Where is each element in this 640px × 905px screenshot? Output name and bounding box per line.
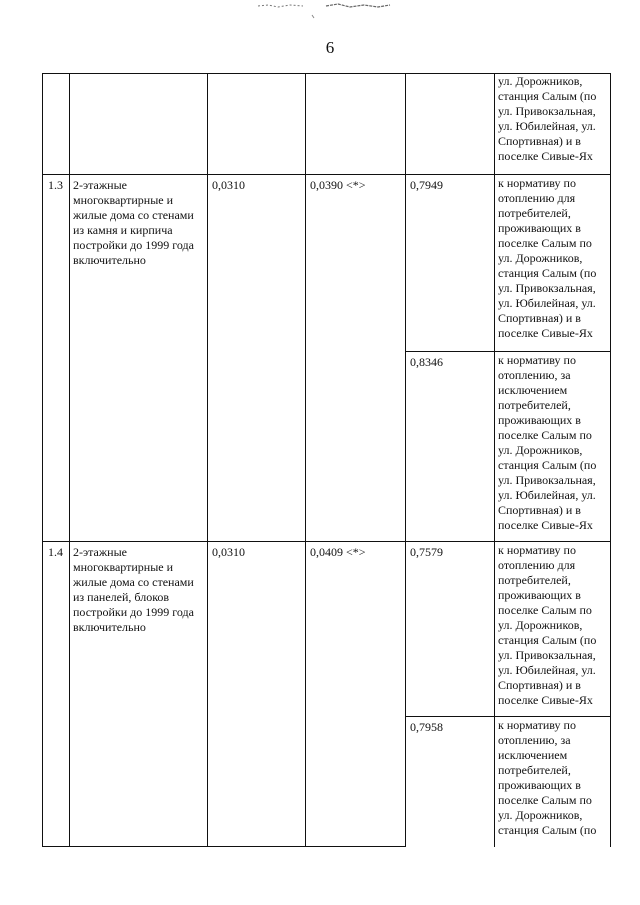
note-text: к нормативу по отоплению для потребителей, проживающих в поселке Салым по ул. Дорожников, станция Салым (по ул. Привокзальная, ул. Юбилейная, ул. Спортивная) и в поселке Сивые-Ях <box>498 543 597 707</box>
table-row-continued <box>43 74 611 175</box>
cell-desc-empty <box>70 74 208 175</box>
tariff-table <box>42 73 611 847</box>
note-text: к нормативу по отоплению для потребителей, проживающих в поселке Салым по ул. Дорожников, станция Салым (по ул. Привокзальная, ул. Юбилейная, ул. Спортивная) и в поселке Сивые-Ях <box>498 176 597 340</box>
table-row-1-4 <box>43 542 611 717</box>
cell-description <box>70 542 208 847</box>
description-text: 2-этажные многоквартирные и жилые дома со стенами из панелей, блоков постройки до 1999 года включительно <box>73 545 194 634</box>
cell-note <box>495 352 611 542</box>
cell-row-number: 1.4 <box>43 542 70 847</box>
description-text: 2-этажные многоквартирные и жилые дома со стенами из камня и кирпича постройки до 1999 года включительно <box>73 178 194 267</box>
page-number: 6 <box>325 38 335 57</box>
cell-note <box>495 74 611 175</box>
cell-value-2: 0,0409 <*> <box>306 542 406 847</box>
cell-value3-empty <box>406 74 495 175</box>
cell-value2-empty <box>306 74 406 175</box>
cell-num-empty <box>43 74 70 175</box>
note-text: ул. Дорожников, станция Салым (по ул. Привокзальная, ул. Юбилейная, ул. Спортивная) и в поселке Сивые-Ях <box>498 74 597 163</box>
cell-value-3: 0,8346 <box>406 352 495 542</box>
cell-value-1: 0,0310 <box>208 542 306 847</box>
cell-value-2: 0,0390 <*> <box>306 175 406 542</box>
cell-value-3: 0,7958 <box>406 717 495 847</box>
note-text: к нормативу по отоплению, за исключением потребителей, проживающих в поселке Салым по ул. Дорожников, станция Салым (по <box>498 718 597 837</box>
cell-note <box>495 717 611 847</box>
table-row-1-3 <box>43 175 611 352</box>
cell-description <box>70 175 208 542</box>
cell-row-number: 1.3 <box>43 175 70 542</box>
cell-value-3: 0,7579 <box>406 542 495 717</box>
cell-note <box>495 542 611 717</box>
note-text: к нормативу по отоплению, за исключением потребителей, проживающих в поселке Салым по ул. Дорожников, станция Салым (по ул. Привокзальная, ул. Юбилейная, ул. Спортивная) и в поселке Сивые-Ях <box>498 353 597 532</box>
cell-value-3: 0,7949 <box>406 175 495 352</box>
cell-value1-empty <box>208 74 306 175</box>
cell-value-1: 0,0310 <box>208 175 306 542</box>
scan-artifact-marks <box>248 0 398 22</box>
cell-note <box>495 175 611 352</box>
